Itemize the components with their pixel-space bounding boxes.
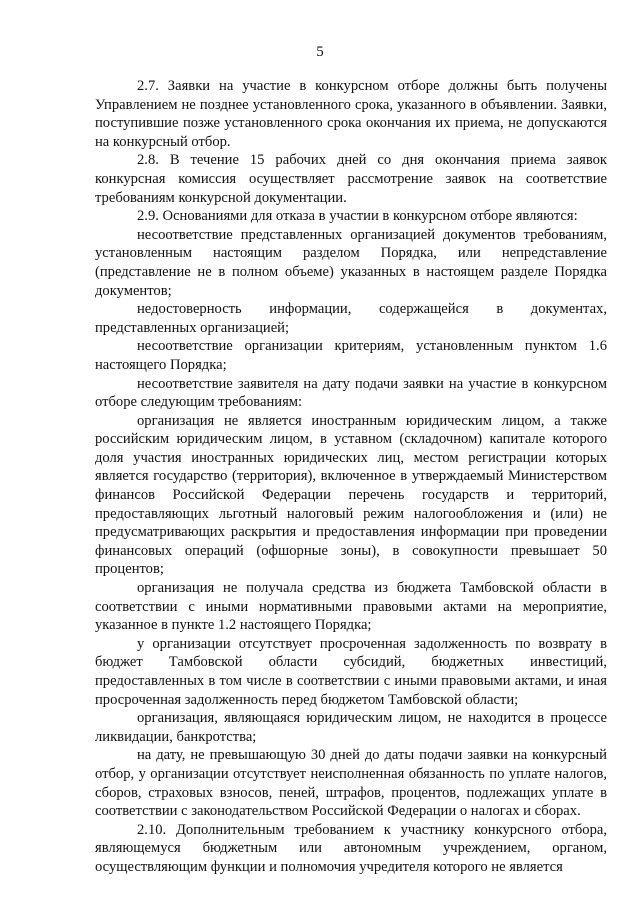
paragraph-item: несоответствие заявителя на дату подачи заявки на участие в конкурсном отборе следующим требованиям:: [95, 375, 607, 411]
paragraph-2-9: 2.9. Основаниями для отказа в участии в конкурсном отборе являются:: [137, 208, 578, 225]
paragraph-2-10: 2.10. Дополнительным требованием к участнику конкурсного отбора, являющемуся бюджетным или автономным учреждением, органом, осуществляющим функции и полномочия учредителя которого не является: [95, 821, 607, 875]
paragraph-item: организация, являющаяся юридическим лицом, не находится в процессе ликвидации, банкротства;: [95, 710, 607, 745]
paragraph-2-8: 2.8. В течение 15 рабочих дней со дня окончания приема заявок конкурсная комиссия осуществляет рассмотрение заявок на соответствие требованиям конкурсной документации.: [95, 152, 607, 206]
paragraph-item: на дату, не превышающую 30 дней до даты подачи заявки на конкурсный отбор, у организации отсутствует неисполненная обязанность по уплате налогов, сборов, страховых взносов, пеней, штрафов, процентов, подлежащих уплате в соответствии с законодательством Российской Федерации о налогах и сборах.: [95, 747, 607, 820]
paragraph-item: организация не является иностранным юридическим лицом, а также российским юридическим лицом, в уставном (складочном) капитале которого доля участия иностранных юридических лиц, местом регистрации которых является государство (территория), включенное в утверждаемый Министерством финансов Российской Федерации перечень государств и территорий, предоставляющих льготный налоговый режим налогообложения и (или) не предусматривающих раскрытия и предоставления информации при проведении финансовых операций (офшорные зоны), в совокупности превышает 50 процентов;: [95, 412, 607, 578]
document-body: [95, 77, 607, 877]
paragraph-item: недостоверность информации, содержащейся в документах, представленных организацией;: [95, 301, 607, 336]
page-number: 5: [316, 44, 324, 60]
paragraph-item: у организации отсутствует просроченная задолженность по возврату в бюджет Тамбовской области субсидий, бюджетных инвестиций, предоставленных в том числе в соответствии с иными правовыми актами, и иная просроченная задолженность перед бюджетом Тамбовской области;: [95, 635, 607, 708]
paragraph-item: несоответствие представленных организацией документов требованиям, установленным настоящим разделом Порядка, или непредставление (представление не в полном объеме) указанных в настоящем разделе Порядка документов;: [95, 226, 607, 299]
paragraph-2-7: 2.7. Заявки на участие в конкурсном отборе должны быть получены Управлением не позднее установленного срока, указанного в объявлении. Заявки, поступившие позже установленного срока окончания их приема, не допускаются на конкурсный отбор.: [95, 78, 607, 150]
paragraph-item: организация не получала средства из бюджета Тамбовской области в соответствии с иными нормативными правовыми актами на мероприятие, указанное в пункте 1.2 настоящего Порядка;: [95, 580, 607, 634]
paragraph-item: несоответствие организации критериям, установленным пунктом 1.6 настоящего Порядка;: [95, 338, 607, 373]
